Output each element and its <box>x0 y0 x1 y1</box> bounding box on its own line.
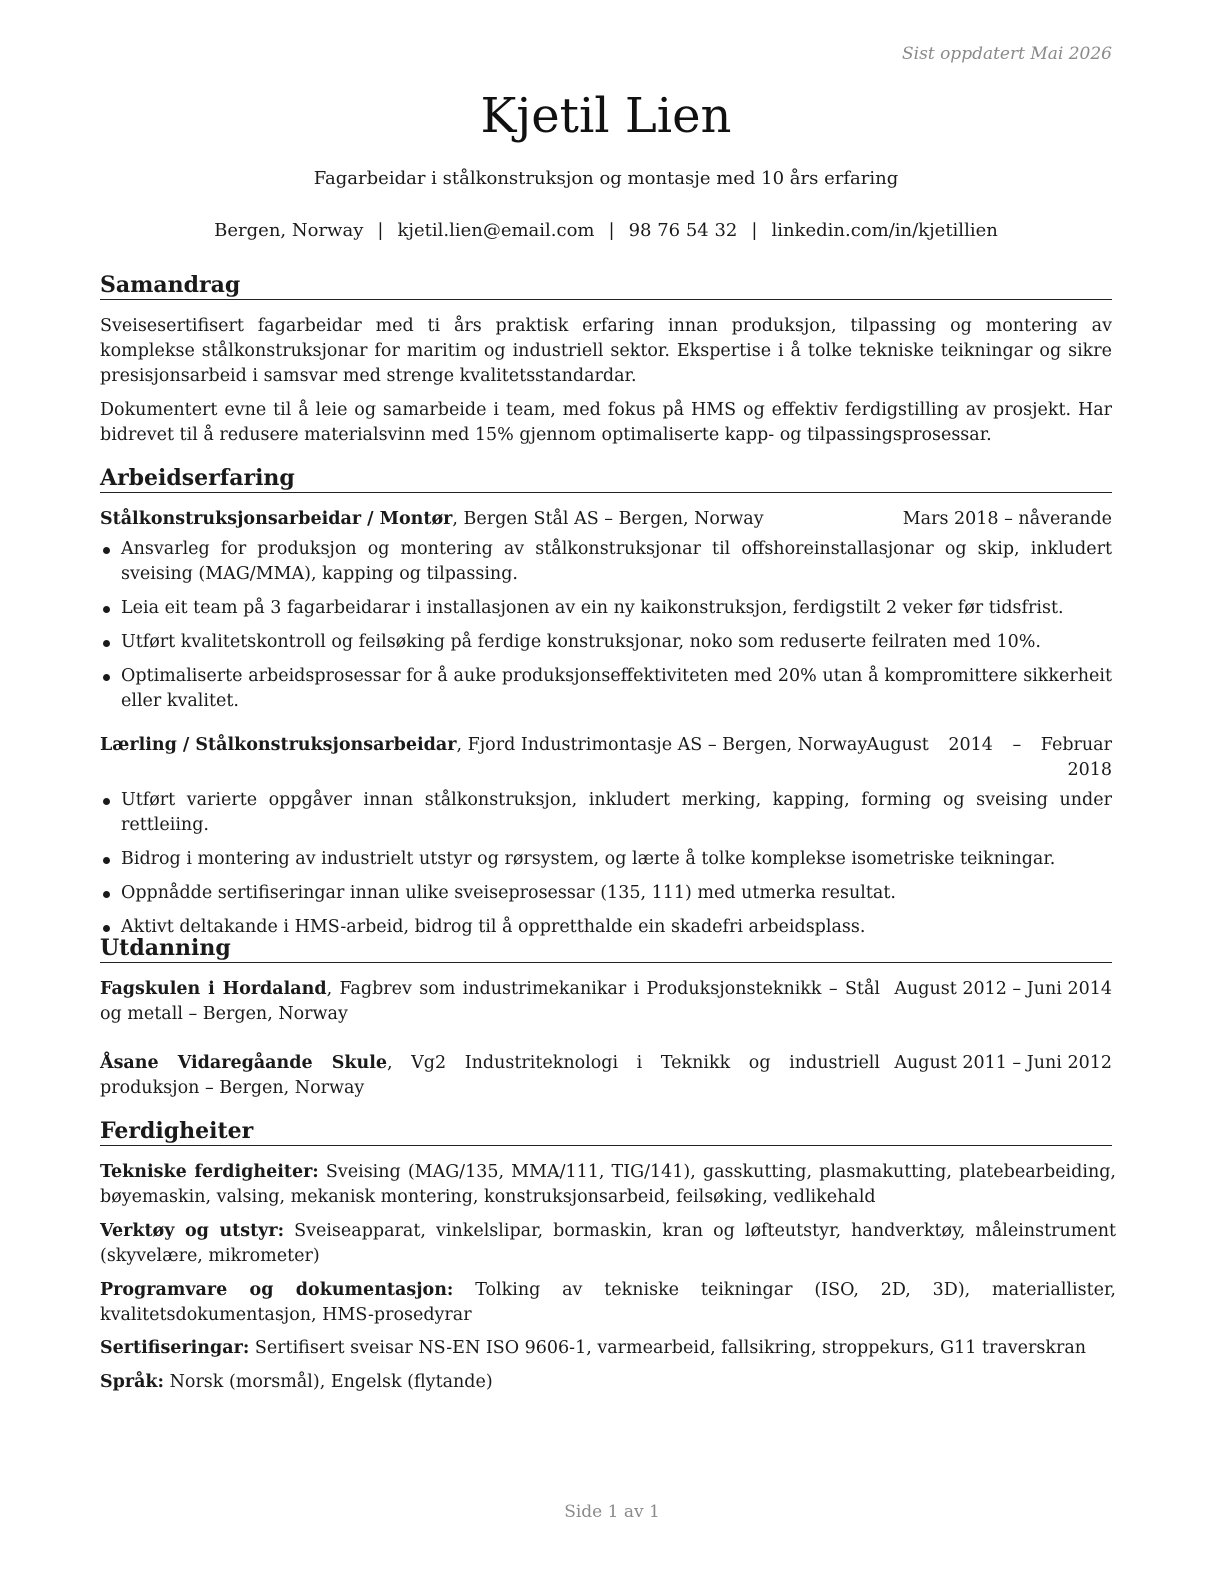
skill-text: Norsk (morsmål), Engelsk (flytande) <box>164 1372 493 1392</box>
education-text <box>100 977 880 1027</box>
candidate-name: Kjetil Lien <box>480 88 732 144</box>
list-item: Leia eit team på 3 fagarbeidarar i installasjonen av ein ny kaikonstruksjon, ferdigstilt 2 veker før tidsfrist. <box>100 596 1112 621</box>
job-title-line <box>100 507 764 532</box>
list-item: Ansvarleg for produksjon og montering av stålkonstruksjonar til offshoreinstallasjonar og skip, inkludert sveising (MAG/MMA), kapping og tilpassing. <box>100 537 1112 587</box>
job-title-line <box>100 733 867 758</box>
last-updated: Sist oppdatert Mai 2026 <box>902 44 1112 64</box>
contact-linkedin[interactable]: linkedin.com/in/kjetillien <box>771 220 998 241</box>
list-item: Oppnådde sertifiseringar innan ulike sveiseprosessar (135, 111) med utmerka resultat. <box>100 881 1112 906</box>
job-dates <box>866 733 1112 783</box>
section-title-skills: Ferdigheiter <box>100 1117 1112 1146</box>
school-name: Fagskulen i Hordaland <box>100 979 327 999</box>
skill-text: Sveiseapparat, vinkelslipar, bormaskin, kran og løfteutstyr, handverktøy, måleinstrument (skyvelære, mikrometer) <box>100 1221 1117 1266</box>
skill-text: Sertifisert sveisar NS-EN ISO 9606-1, varmearbeid, fallsikring, stroppekurs, G11 traverskran <box>249 1338 1087 1358</box>
job-title: Lærling / Stålkonstruksjonsarbeidar <box>100 735 457 755</box>
job-dates-line: August 2014 – Februar <box>866 735 1112 755</box>
skill-row <box>100 1219 1116 1269</box>
contact-separator: | <box>751 220 758 241</box>
skill-text: Sveising (MAG/135, MMA/111, TIG/141), gasskutting, plasmakutting, platebearbeiding, bøyemaskin, valsing, mekanisk montering, konstruksjonsarbeid, feilsøking, vedlikehald <box>100 1162 1116 1207</box>
job-dates-line: 2018 <box>1067 760 1112 780</box>
education-dates: August 2012 – Juni 2014 <box>894 979 1112 999</box>
skill-row <box>100 1370 1116 1395</box>
skill-label: Språk: <box>100 1372 165 1392</box>
education-detail: , Vg2 Industriteknologi i Teknikk og industriell produksjon – Bergen, Norway <box>100 1053 880 1098</box>
list-item: Utført varierte oppgåver innan stålkonstruksjon, inkludert merking, kapping, forming og sveising under rettleiing. <box>100 788 1112 838</box>
list-item: Utført kvalitetskontroll og feilsøking på ferdige konstruksjonar, noko som reduserte feilraten med 10%. <box>100 630 1112 655</box>
section-title-summary: Samandrag <box>100 271 1112 300</box>
contact-separator: | <box>377 220 384 241</box>
skill-label: Sertifiseringar: <box>100 1338 250 1358</box>
list-item: Bidrog i montering av industrielt utstyr og rørsystem, og lærte å tolke komplekse isometriske teikningar. <box>100 847 1112 872</box>
summary-paragraph: Dokumentert evne til å leie og samarbeide i team, med fokus på HMS og effektiv ferdigstilling av prosjekt. Har bidrevet til å redusere materialsvinn med 15% gjennom optimaliserte kapp- og tilpassingsprosessar. <box>100 400 1112 445</box>
job-employer: , Fjord Industrimontasje AS – Bergen, Norway <box>456 735 868 755</box>
job-bullets <box>100 788 1112 949</box>
contact-line <box>100 219 1112 243</box>
education-text <box>100 1051 880 1101</box>
job-header <box>100 733 1112 783</box>
education-entry <box>100 977 1112 1027</box>
contact-location: Bergen, Norway <box>214 220 364 241</box>
job-dates: Mars 2018 – nåverande <box>902 509 1112 529</box>
summary-paragraph: Sveisesertifisert fagarbeidar med ti års praktisk erfaring innan produksjon, tilpassing og montering av komplekse stålkonstruksjonar for maritim og industriell sektor. Ekspertise i å tolke tekniske teikningar og sikre presisjonsarbeid i samsvar med strenge kvalitetsstandardar. <box>100 316 1112 386</box>
section-title-experience: Arbeidserfaring <box>100 464 1112 493</box>
section-title-education: Utdanning <box>100 934 1112 963</box>
contact-email[interactable]: kjetil.lien@email.com <box>397 220 595 241</box>
skill-label: Programvare og dokumentasjon: <box>100 1280 454 1300</box>
skill-label: Tekniske ferdigheiter: <box>100 1162 319 1182</box>
education-entry <box>100 1051 1112 1101</box>
list-item: Aktivt deltakande i HMS-arbeid, bidrog til å oppretthalde ein skadefri arbeidsplass. <box>100 915 1112 940</box>
skill-text: Tolking av tekniske teikningar (ISO, 2D, 3D), materiallister, kvalitetsdokumentasjon, HMS-prosedyrar <box>100 1280 1116 1325</box>
skill-row <box>100 1160 1116 1210</box>
skill-row <box>100 1336 1116 1361</box>
job-title: Stålkonstruksjonsarbeidar / Montør <box>100 509 453 529</box>
job-bullets <box>100 537 1112 723</box>
skill-label: Verktøy og utstyr: <box>100 1221 285 1241</box>
contact-phone: 98 76 54 32 <box>628 220 738 241</box>
tagline: Fagarbeidar i stålkonstruksjon og montasje med 10 års erfaring <box>313 168 899 189</box>
education-dates: August 2011 – Juni 2012 <box>894 1053 1112 1073</box>
skill-row <box>100 1278 1116 1328</box>
school-name: Åsane Vidaregåande Skule <box>100 1053 387 1073</box>
education-detail: , Fagbrev som industrimekanikar i Produksjonsteknikk – Stål og metall – Bergen, Norway <box>100 979 880 1024</box>
list-item: Optimaliserte arbeidsprosessar for å auke produksjonseffektiviteten med 20% utan å kompromittere sikkerheit eller kvalitet. <box>100 664 1112 714</box>
job-employer: , Bergen Stål AS – Bergen, Norway <box>452 509 764 529</box>
page-number: Side 1 av 1 <box>564 1502 660 1522</box>
contact-separator: | <box>608 220 615 241</box>
